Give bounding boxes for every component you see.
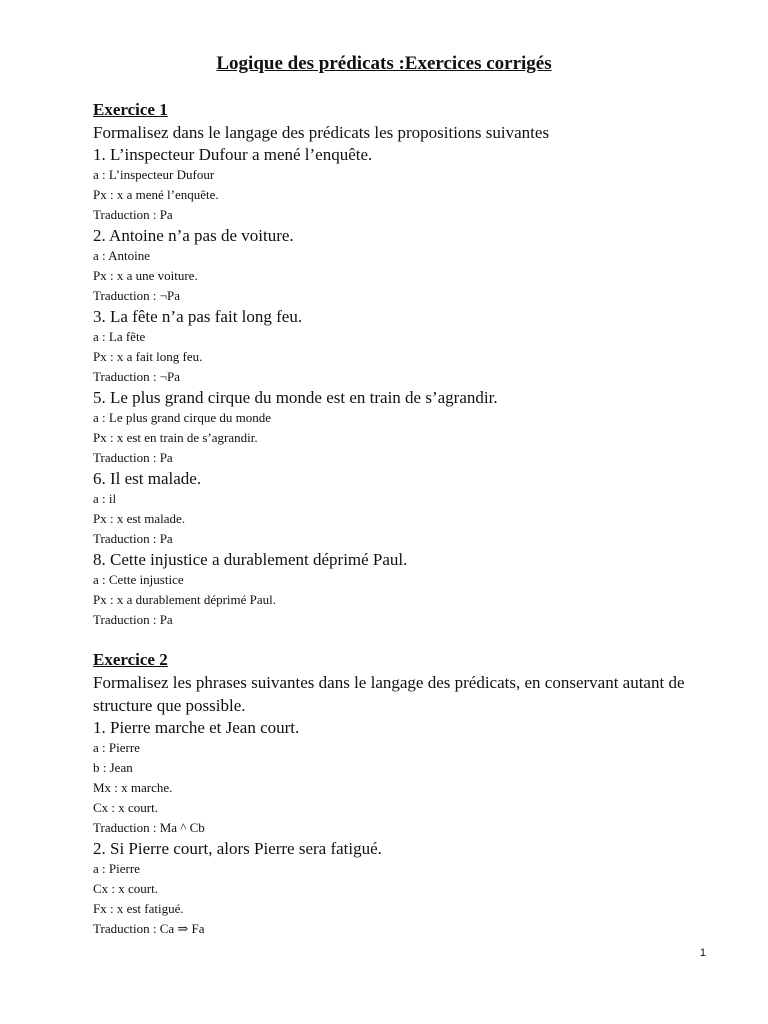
exercise-instruction: Formalisez les phrases suivantes dans le langage des prédicats, en conservant autant de structure que possible. (93, 673, 685, 715)
exercise-item (93, 306, 733, 387)
question-text: 1. L’inspecteur Dufour a mené l’enquête. (93, 145, 373, 164)
definition-line: Px : x a mené l’enquête. (93, 187, 219, 202)
exercise-2 (93, 648, 733, 939)
translation-line: Traduction : Ma ^ Cb (93, 820, 205, 835)
definition-line: a : Pierre (93, 740, 140, 755)
exercise-item (93, 838, 733, 939)
definition-line: Px : x est malade. (93, 511, 186, 526)
definition-line: Px : x a une voiture. (93, 268, 198, 283)
exercise-item (93, 549, 733, 630)
document-title: Logique des prédicats :Exercices corrigés (216, 53, 552, 74)
definition-line: a : il (93, 491, 117, 506)
translation-line: Traduction : Pa (93, 450, 173, 465)
question-text: 1. Pierre marche et Jean court. (93, 718, 300, 737)
question-text: 5. Le plus grand cirque du monde est en train de s’agrandir. (93, 388, 498, 407)
definition-line: Px : x est en train de s’agrandir. (93, 430, 258, 445)
question-text: 8. Cette injustice a durablement déprimé Paul. (93, 550, 408, 569)
definition-line: a : Le plus grand cirque du monde (93, 410, 271, 425)
definition-line: Px : x a durablement déprimé Paul. (93, 592, 277, 607)
question-text: 6. Il est malade. (93, 469, 202, 488)
definition-line: a : La fête (93, 329, 146, 344)
exercise-instruction: Formalisez dans le langage des prédicats les propositions suivantes (93, 123, 550, 142)
question-text: 3. La fête n’a pas fait long feu. (93, 307, 303, 326)
translation-line: Traduction : Pa (93, 612, 173, 627)
exercise-item (93, 144, 733, 225)
translation-line: Traduction : Ca ⇒ Fa (93, 921, 205, 936)
definition-line: Cx : x court. (93, 881, 158, 896)
translation-line: Traduction : ¬Pa (93, 288, 181, 303)
page-number: 1 (699, 947, 706, 959)
definition-line: Px : x a fait long feu. (93, 349, 203, 364)
translation-line: Traduction : Pa (93, 207, 173, 222)
exercise-item (93, 468, 733, 549)
definition-line: Cx : x court. (93, 800, 158, 815)
definition-line: Mx : x marche. (93, 780, 173, 795)
definition-line: a : L’inspecteur Dufour (93, 167, 215, 182)
exercise-item (93, 225, 733, 306)
definition-line: a : Pierre (93, 861, 140, 876)
translation-line: Traduction : Pa (93, 531, 173, 546)
exercise-heading: Exercice 1 (93, 100, 168, 119)
exercise-items (93, 144, 733, 630)
definition-line: a : Cette injustice (93, 572, 184, 587)
exercise-heading: Exercice 2 (93, 650, 168, 669)
question-text: 2. Antoine n’a pas de voiture. (93, 226, 294, 245)
translation-line: Traduction : ¬Pa (93, 369, 181, 384)
definition-line: Fx : x est fatigué. (93, 901, 184, 916)
definition-line: a : Antoine (93, 248, 151, 263)
question-text: 2. Si Pierre court, alors Pierre sera fatigué. (93, 839, 382, 858)
exercise-item (93, 717, 733, 838)
exercise-item (93, 387, 733, 468)
exercise-1 (93, 98, 733, 630)
exercise-items (93, 717, 733, 939)
definition-line: b : Jean (93, 760, 133, 775)
